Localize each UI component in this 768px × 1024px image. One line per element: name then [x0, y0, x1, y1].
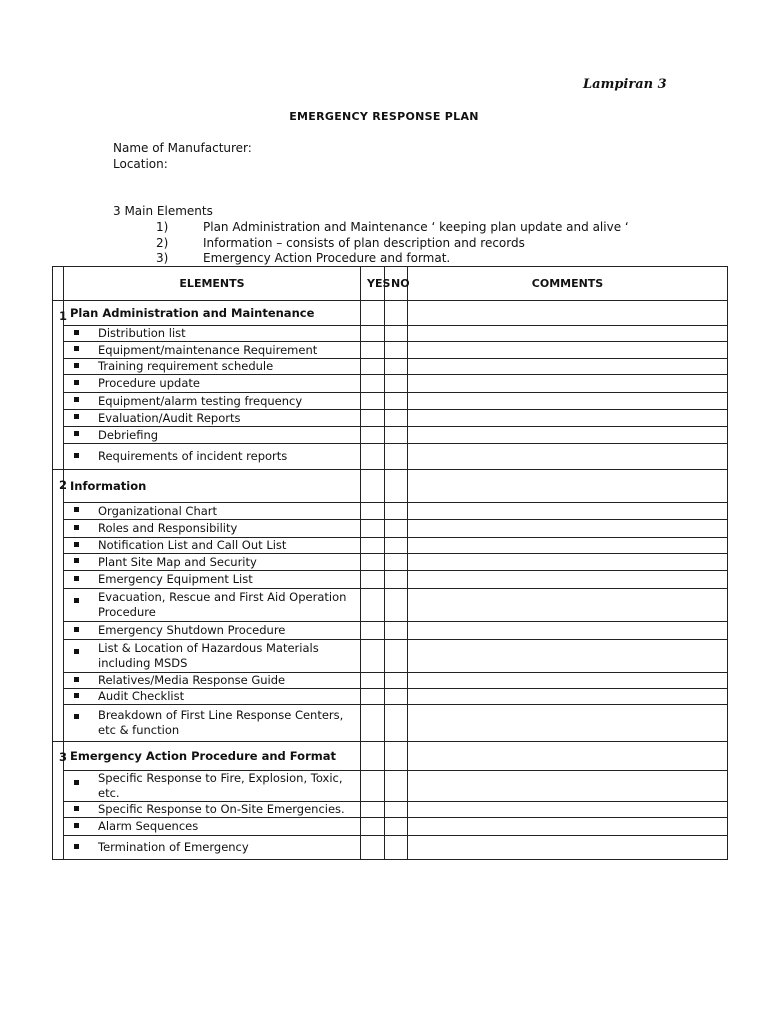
checklist-item — [64, 836, 361, 860]
header-elements: ELEMENTS — [64, 267, 361, 301]
no-cell[interactable] — [385, 503, 408, 520]
table-row — [53, 689, 728, 705]
table-row — [53, 427, 728, 444]
table-row — [53, 393, 728, 410]
main-elements-heading: 3 Main Elements — [113, 204, 213, 218]
checklist-item-label: Roles and Responsibility — [98, 521, 238, 535]
comments-cell[interactable] — [408, 410, 728, 427]
section-number: 3 — [53, 742, 64, 860]
section-header-row — [53, 470, 728, 503]
checklist-item-label: Termination of Emergency — [98, 840, 249, 854]
comments-cell[interactable] — [408, 342, 728, 359]
table-header-row — [53, 267, 728, 301]
no-cell[interactable] — [385, 301, 408, 326]
bullet-icon — [74, 693, 79, 698]
no-cell[interactable] — [385, 554, 408, 571]
checklist-item-label: Procedure update — [98, 376, 200, 390]
checklist-item — [64, 689, 361, 705]
bullet-icon — [74, 507, 79, 512]
table-row — [53, 622, 728, 640]
checklist-item — [64, 342, 361, 359]
comments-cell[interactable] — [408, 538, 728, 554]
section-number: 2 — [53, 470, 64, 742]
checklist-item-label: Emergency Equipment List — [98, 572, 253, 586]
section-header-row — [53, 742, 728, 771]
table-row — [53, 410, 728, 427]
comments-cell[interactable] — [408, 705, 728, 742]
no-cell[interactable] — [385, 326, 408, 342]
checklist-item — [64, 771, 361, 802]
checklist-item-label: Organizational Chart — [98, 503, 218, 518]
bullet-icon — [74, 576, 79, 581]
comments-cell[interactable] — [408, 470, 728, 503]
bullet-icon — [74, 414, 79, 419]
comments-cell[interactable] — [408, 359, 728, 375]
comments-cell[interactable] — [408, 444, 728, 470]
table-row — [53, 705, 728, 742]
comments-cell[interactable] — [408, 818, 728, 836]
checklist-item-label: Distribution list — [98, 326, 186, 340]
comments-cell[interactable] — [408, 673, 728, 689]
yes-cell[interactable] — [361, 818, 385, 836]
bullet-icon — [74, 806, 79, 811]
comments-cell[interactable] — [408, 836, 728, 860]
no-cell[interactable] — [385, 771, 408, 802]
checklist-item — [64, 640, 361, 673]
checklist-item-label: Requirements of incident reports — [98, 449, 288, 463]
table-row — [53, 836, 728, 860]
yes-cell[interactable] — [361, 640, 385, 673]
header-comments: COMMENTS — [408, 267, 728, 301]
bullet-icon — [74, 453, 79, 458]
checklist-item — [64, 554, 361, 571]
no-cell[interactable] — [385, 836, 408, 860]
comments-cell[interactable] — [408, 503, 728, 520]
bullet-icon — [74, 627, 79, 632]
main-element-number: 3) — [156, 251, 169, 265]
comments-cell[interactable] — [408, 689, 728, 705]
checklist-item — [64, 571, 361, 589]
yes-cell[interactable] — [361, 444, 385, 470]
yes-cell[interactable] — [361, 375, 385, 393]
comments-cell[interactable] — [408, 640, 728, 673]
comments-cell[interactable] — [408, 520, 728, 538]
table-row — [53, 359, 728, 375]
bullet-icon — [74, 714, 79, 719]
checklist-item — [64, 673, 361, 689]
yes-cell[interactable] — [361, 520, 385, 538]
bullet-icon — [74, 431, 79, 436]
yes-cell[interactable] — [361, 342, 385, 359]
main-element-text: Emergency Action Procedure and format. — [203, 251, 451, 265]
comments-cell[interactable] — [408, 622, 728, 640]
checklist-item — [64, 538, 361, 554]
table-row — [53, 571, 728, 589]
comments-cell[interactable] — [408, 301, 728, 326]
header-no: NO — [385, 267, 408, 301]
checklist-item — [64, 427, 361, 444]
no-cell[interactable] — [385, 818, 408, 836]
table-row — [53, 520, 728, 538]
no-cell[interactable] — [385, 393, 408, 410]
checklist-item — [64, 705, 361, 742]
checklist-item-label: Emergency Shutdown Procedure — [98, 623, 286, 637]
no-cell[interactable] — [385, 802, 408, 818]
no-cell[interactable] — [385, 470, 408, 503]
yes-cell[interactable] — [361, 689, 385, 705]
checklist-item — [64, 589, 361, 622]
table-row — [53, 589, 728, 622]
checklist-item — [64, 503, 361, 520]
checklist-item — [64, 410, 361, 427]
bullet-icon — [74, 346, 79, 351]
table-row — [53, 554, 728, 571]
no-cell[interactable] — [385, 520, 408, 538]
table-row — [53, 503, 728, 520]
yes-cell[interactable] — [361, 589, 385, 622]
comments-cell[interactable] — [408, 571, 728, 589]
yes-cell[interactable] — [361, 503, 385, 520]
bullet-icon — [74, 525, 79, 530]
section-header-row — [53, 301, 728, 326]
checklist-item — [64, 622, 361, 640]
appendix-label: Lampiran 3 — [583, 77, 667, 92]
yes-cell[interactable] — [361, 554, 385, 571]
checklist-item-label: Alarm Sequences — [98, 819, 199, 833]
yes-cell[interactable] — [361, 836, 385, 860]
comments-cell[interactable] — [408, 427, 728, 444]
checklist-table — [52, 266, 728, 860]
bullet-icon — [74, 542, 79, 547]
bullet-icon — [74, 380, 79, 385]
manufacturer-field-label: Name of Manufacturer: — [113, 141, 252, 155]
checklist-item-label: Relatives/Media Response Guide — [98, 673, 286, 687]
section-number: 1 — [53, 301, 64, 470]
table-row — [53, 444, 728, 470]
table-row — [53, 771, 728, 802]
bullet-icon — [74, 397, 79, 402]
section-title: Plan Administration and Maintenance — [64, 301, 361, 326]
comments-cell[interactable] — [408, 326, 728, 342]
yes-cell[interactable] — [361, 301, 385, 326]
table-row — [53, 802, 728, 818]
no-cell[interactable] — [385, 742, 408, 771]
bullet-icon — [74, 649, 79, 654]
no-cell[interactable] — [385, 689, 408, 705]
checklist-item-label: Equipment/maintenance Requirement — [98, 342, 318, 357]
main-element-text: Plan Administration and Maintenance ‘ keeping plan update and alive ‘ — [203, 220, 629, 234]
no-cell[interactable] — [385, 622, 408, 640]
checklist-item-label: Notification List and Call Out List — [98, 538, 287, 552]
yes-cell[interactable] — [361, 673, 385, 689]
yes-cell[interactable] — [361, 359, 385, 375]
checklist-item-label: Training requirement schedule — [98, 359, 274, 373]
checklist-item-label: Evaluation/Audit Reports — [98, 410, 241, 425]
no-cell[interactable] — [385, 589, 408, 622]
bullet-icon — [74, 330, 79, 335]
checklist-item-label: Audit Checklist — [98, 689, 185, 703]
checklist-item — [64, 802, 361, 818]
no-cell[interactable] — [385, 427, 408, 444]
checklist-item — [64, 375, 361, 393]
bullet-icon — [74, 780, 79, 785]
checklist-item-label: Debriefing — [98, 427, 159, 442]
bullet-icon — [74, 558, 79, 563]
no-cell[interactable] — [385, 410, 408, 427]
checklist-item — [64, 444, 361, 470]
checklist-item-label: List & Location of Hazardous Materials including MSDS — [98, 641, 319, 670]
main-element-text: Information – consists of plan description and records — [203, 236, 525, 250]
yes-cell[interactable] — [361, 427, 385, 444]
no-cell[interactable] — [385, 538, 408, 554]
no-cell[interactable] — [385, 571, 408, 589]
comments-cell[interactable] — [408, 375, 728, 393]
bullet-icon — [74, 677, 79, 682]
yes-cell[interactable] — [361, 705, 385, 742]
yes-cell[interactable] — [361, 470, 385, 503]
checklist-item — [64, 359, 361, 375]
main-element-number: 2) — [156, 236, 169, 250]
yes-cell[interactable] — [361, 538, 385, 554]
table-row — [53, 375, 728, 393]
checklist-item — [64, 326, 361, 342]
yes-cell[interactable] — [361, 393, 385, 410]
comments-cell[interactable] — [408, 589, 728, 622]
table-row — [53, 640, 728, 673]
checklist-item-label: Evacuation, Rescue and First Aid Operation Procedure — [98, 590, 347, 619]
document-title: EMERGENCY RESPONSE PLAN — [289, 110, 479, 123]
table-row — [53, 326, 728, 342]
bullet-icon — [74, 823, 79, 828]
comments-cell[interactable] — [408, 771, 728, 802]
checklist-item-label: Specific Response to On-Site Emergencies. — [98, 802, 345, 816]
table-body — [53, 301, 728, 860]
section-title: Information — [64, 470, 361, 503]
no-cell[interactable] — [385, 359, 408, 375]
table-row — [53, 538, 728, 554]
header-yes: YES — [361, 267, 385, 301]
bullet-icon — [74, 598, 79, 603]
checklist-item — [64, 818, 361, 836]
yes-cell[interactable] — [361, 742, 385, 771]
main-element-number: 1) — [156, 220, 169, 234]
yes-cell[interactable] — [361, 410, 385, 427]
checklist-item-label: Breakdown of First Line Response Centers, etc & function — [98, 708, 344, 737]
header-number-cell — [53, 267, 64, 301]
comments-cell[interactable] — [408, 802, 728, 818]
yes-cell[interactable] — [361, 622, 385, 640]
checklist-item — [64, 393, 361, 410]
checklist-item-label: Equipment/alarm testing frequency — [98, 393, 303, 408]
table-row — [53, 818, 728, 836]
location-field-label: Location: — [113, 157, 168, 171]
yes-cell[interactable] — [361, 802, 385, 818]
comments-cell[interactable] — [408, 742, 728, 771]
yes-cell[interactable] — [361, 571, 385, 589]
no-cell[interactable] — [385, 444, 408, 470]
no-cell[interactable] — [385, 375, 408, 393]
checklist-item-label: Specific Response to Fire, Explosion, Toxic, etc. — [98, 771, 343, 800]
no-cell[interactable] — [385, 640, 408, 673]
bullet-icon — [74, 844, 79, 849]
comments-cell[interactable] — [408, 393, 728, 410]
checklist-item-label: Plant Site Map and Security — [98, 554, 257, 569]
yes-cell[interactable] — [361, 771, 385, 802]
comments-cell[interactable] — [408, 554, 728, 571]
no-cell[interactable] — [385, 705, 408, 742]
checklist-item — [64, 520, 361, 538]
no-cell[interactable] — [385, 342, 408, 359]
table-row — [53, 673, 728, 689]
yes-cell[interactable] — [361, 326, 385, 342]
bullet-icon — [74, 363, 79, 368]
section-title: Emergency Action Procedure and Format — [64, 742, 361, 771]
no-cell[interactable] — [385, 673, 408, 689]
table-row — [53, 342, 728, 359]
